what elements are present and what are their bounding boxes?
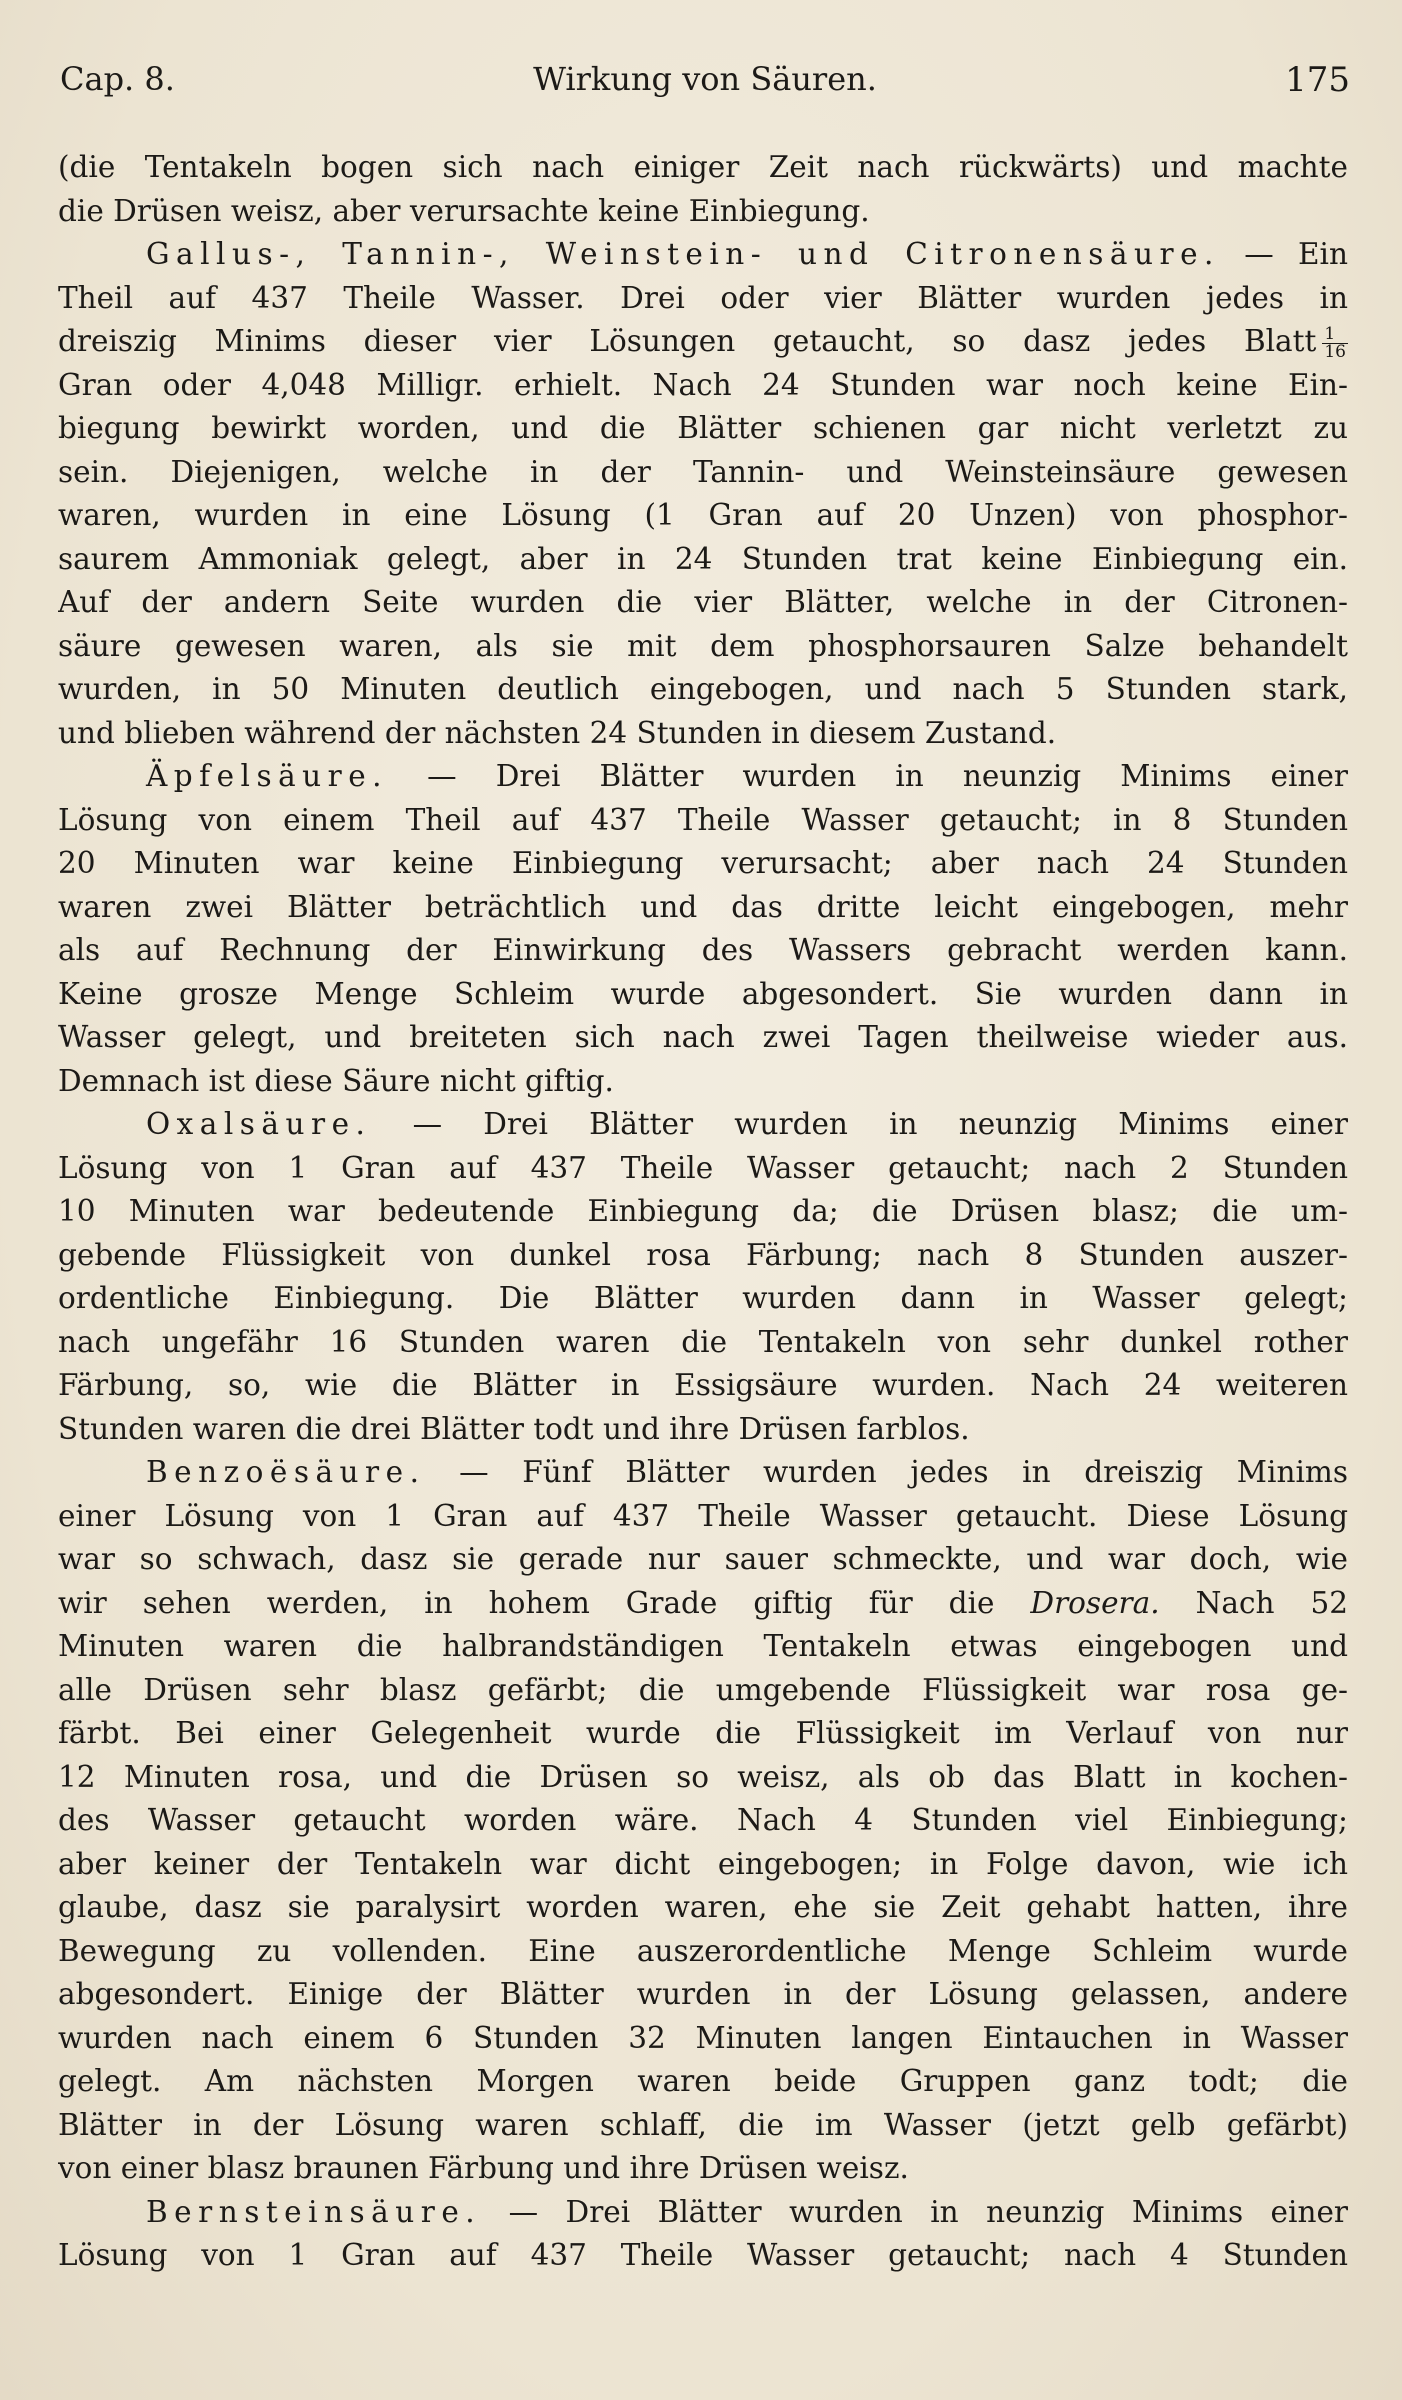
text-line: 12 Minuten rosa, und die Drüsen so weisz, als ob das Blatt in kochen- [58,1759,1348,1794]
text-line: gebende Flüssigkeit von dunkel rosa Färbung; nach 8 Stunden auszer- [58,1237,1348,1272]
text-line: saurem Ammoniak gelegt, aber in 24 Stunden trat keine Einbiegung ein. [58,541,1348,576]
text-line: (die Tentakeln bogen sich nach einiger Zeit nach rückwärts) und machte [58,150,1348,184]
text-line: Färbung, so, wie die Blätter in Essigsäure wurden. Nach 24 weiteren [58,1368,1348,1402]
text-line: und blieben während der nächsten 24 Stunden in diesem Zustand. [58,715,1057,750]
text-line [58,1103,1348,1147]
text-line: Lösung von 1 Gran auf 437 Theile Wasser getaucht; nach 4 Stunden [58,2238,1348,2272]
text-fragment: — Drei Blätter wurden in neunzig Minims einer [388,759,1348,793]
page-number: 175 [1285,60,1350,100]
text-line: als auf Rechnung der Einwirkung des Wassers gebracht werden kann. [58,933,1348,967]
section-term: Benzoësäure. [146,1455,426,1489]
text-line: wurden, in 50 Minuten deutlich eingebogen, und nach 5 Stunden stark, [58,672,1348,706]
text-line: 20 Minuten war keine Einbiegung verursacht; aber nach 24 Stunden [58,846,1348,880]
text-line: 10 Minuten war bedeutende Einbiegung da; die Drüsen blasz; die um- [58,1194,1348,1228]
text-line [58,1451,1348,1495]
section-term: Oxalsäure. [146,1107,372,1141]
text-fragment: — Fünf Blätter wurden jedes in dreiszig Minims [425,1455,1348,1489]
fraction-numerator: 1 [1322,326,1348,344]
text-line: war so schwach, dasz sie gerade nur sauer schmeckte, und war doch, wie [58,1542,1348,1576]
text-line: des Wasser getaucht worden wäre. Nach 4 Stunden viel Einbiegung; [58,1803,1348,1837]
text-line [58,320,1348,364]
running-title: Wirkung von Säuren. [533,60,877,98]
text-line [58,755,1348,799]
fraction [1322,323,1348,362]
text-line: biegung bewirkt worden, und die Blätter schienen gar nicht verletzt zu [58,411,1348,445]
section-term: Bernsteinsäure. [146,2194,482,2229]
text-fragment: — Drei Blätter wurden in neunzig Minims einer [371,1107,1348,1141]
text-line: einer Lösung von 1 Gran auf 437 Theile Wasser getaucht. Diese Lösung [58,1498,1348,1533]
text-line: von einer blasz braunen Färbung und ihre Drüsen weisz. [58,2151,909,2185]
text-fragment: — Ein [1219,237,1348,271]
text-line: aber keiner der Tentakeln war dicht eingebogen; in Folge davon, wie ich [58,1846,1348,1881]
text-line: ordentliche Einbiegung. Die Blätter wurden dann in Wasser gelegt; [58,1281,1348,1315]
text-line: Lösung von einem Theil auf 437 Theile Wasser getaucht; in 8 Stunden [58,802,1348,837]
section-term: Gallus-, Tannin-, Weinstein- und Citronensäure. [146,237,1220,271]
text-line: Bewegung zu vollenden. Eine auszerordentliche Menge Schleim wurde [58,1933,1348,1968]
text-line: nach ungefähr 16 Stunden waren die Tentakeln von sehr dunkel rother [58,1324,1348,1359]
text-line: Blätter in der Lösung waren schlaff, die im Wasser (jetzt gelb gefärbt) [58,2107,1348,2142]
genus-name: Drosera. [1030,1585,1160,1620]
text-line: sein. Diejenigen, welche in der Tannin- und Weinsteinsäure gewesen [58,454,1348,489]
text-line: färbt. Bei einer Gelegenheit wurde die Flüssigkeit im Verlauf von nur [58,1716,1348,1750]
text-line: Lösung von 1 Gran auf 437 Theile Wasser getaucht; nach 2 Stunden [58,1150,1348,1185]
text-line: Stunden waren die drei Blätter todt und ihre Drüsen farblos. [58,1411,970,1446]
text-line: alle Drüsen sehr blasz gefärbt; die umgebende Flüssigkeit war rosa ge- [58,1672,1348,1707]
text-line: Keine grosze Menge Schleim wurde abgesondert. Sie wurden dann in [58,976,1348,1011]
text-line [58,233,1348,277]
text-line: Auf der andern Seite wurden die vier Blätter, welche in der Citronen- [58,585,1348,619]
body-text [58,146,1348,2278]
text-line: abgesondert. Einige der Blätter wurden in der Lösung gelassen, andere [58,1977,1348,2011]
text-fragment: dreiszig Minims dieser vier Lösungen getaucht, so dasz jedes Blatt [58,324,1317,358]
text-line: waren zwei Blätter beträchtlich und das dritte leicht eingebogen, mehr [58,889,1348,924]
text-line: Wasser gelegt, und breiteten sich nach zwei Tagen theilweise wieder aus. [58,1020,1348,1054]
text-line: Demnach ist diese Säure nicht giftig. [58,1063,614,1098]
section-term: Äpfelsäure. [146,759,389,793]
text-line [58,2191,1348,2235]
text-line: die Drüsen weisz, aber verursachte keine Einbiegung. [58,193,870,228]
fraction-denominator: 16 [1324,341,1346,362]
text-line: gelegt. Am nächsten Morgen waren beide Gruppen ganz todt; die [58,2064,1348,2098]
text-fragment: Nach 52 [1159,1585,1348,1620]
text-line: Gran oder 4,048 Milligr. erhielt. Nach 24 Stunden war noch keine Ein- [58,367,1348,402]
text-line: waren, wurden in eine Lösung (1 Gran auf 20 Unzen) von phosphor- [58,498,1348,532]
chapter-label: Cap. 8. [60,60,175,98]
text-line: wurden nach einem 6 Stunden 32 Minuten langen Eintauchen in Wasser [58,2020,1348,2055]
text-line: Theil auf 437 Theile Wasser. Drei oder vier Blätter wurden jedes in [58,280,1348,315]
text-line: glaube, dasz sie paralysirt worden waren, ehe sie Zeit gehabt hatten, ihre [58,1890,1348,1924]
text-line: Minuten waren die halbrandständigen Tentakeln etwas eingebogen und [58,1629,1348,1663]
text-fragment: wir sehen werden, in hohem Grade giftig für die [58,1585,1031,1620]
running-header [60,60,1350,110]
text-line [58,1582,1348,1626]
text-line: säure gewesen waren, als sie mit dem phosphorsauren Salze behandelt [58,628,1348,663]
text-fragment: — Drei Blätter wurden in neunzig Minims einer [481,2194,1348,2229]
